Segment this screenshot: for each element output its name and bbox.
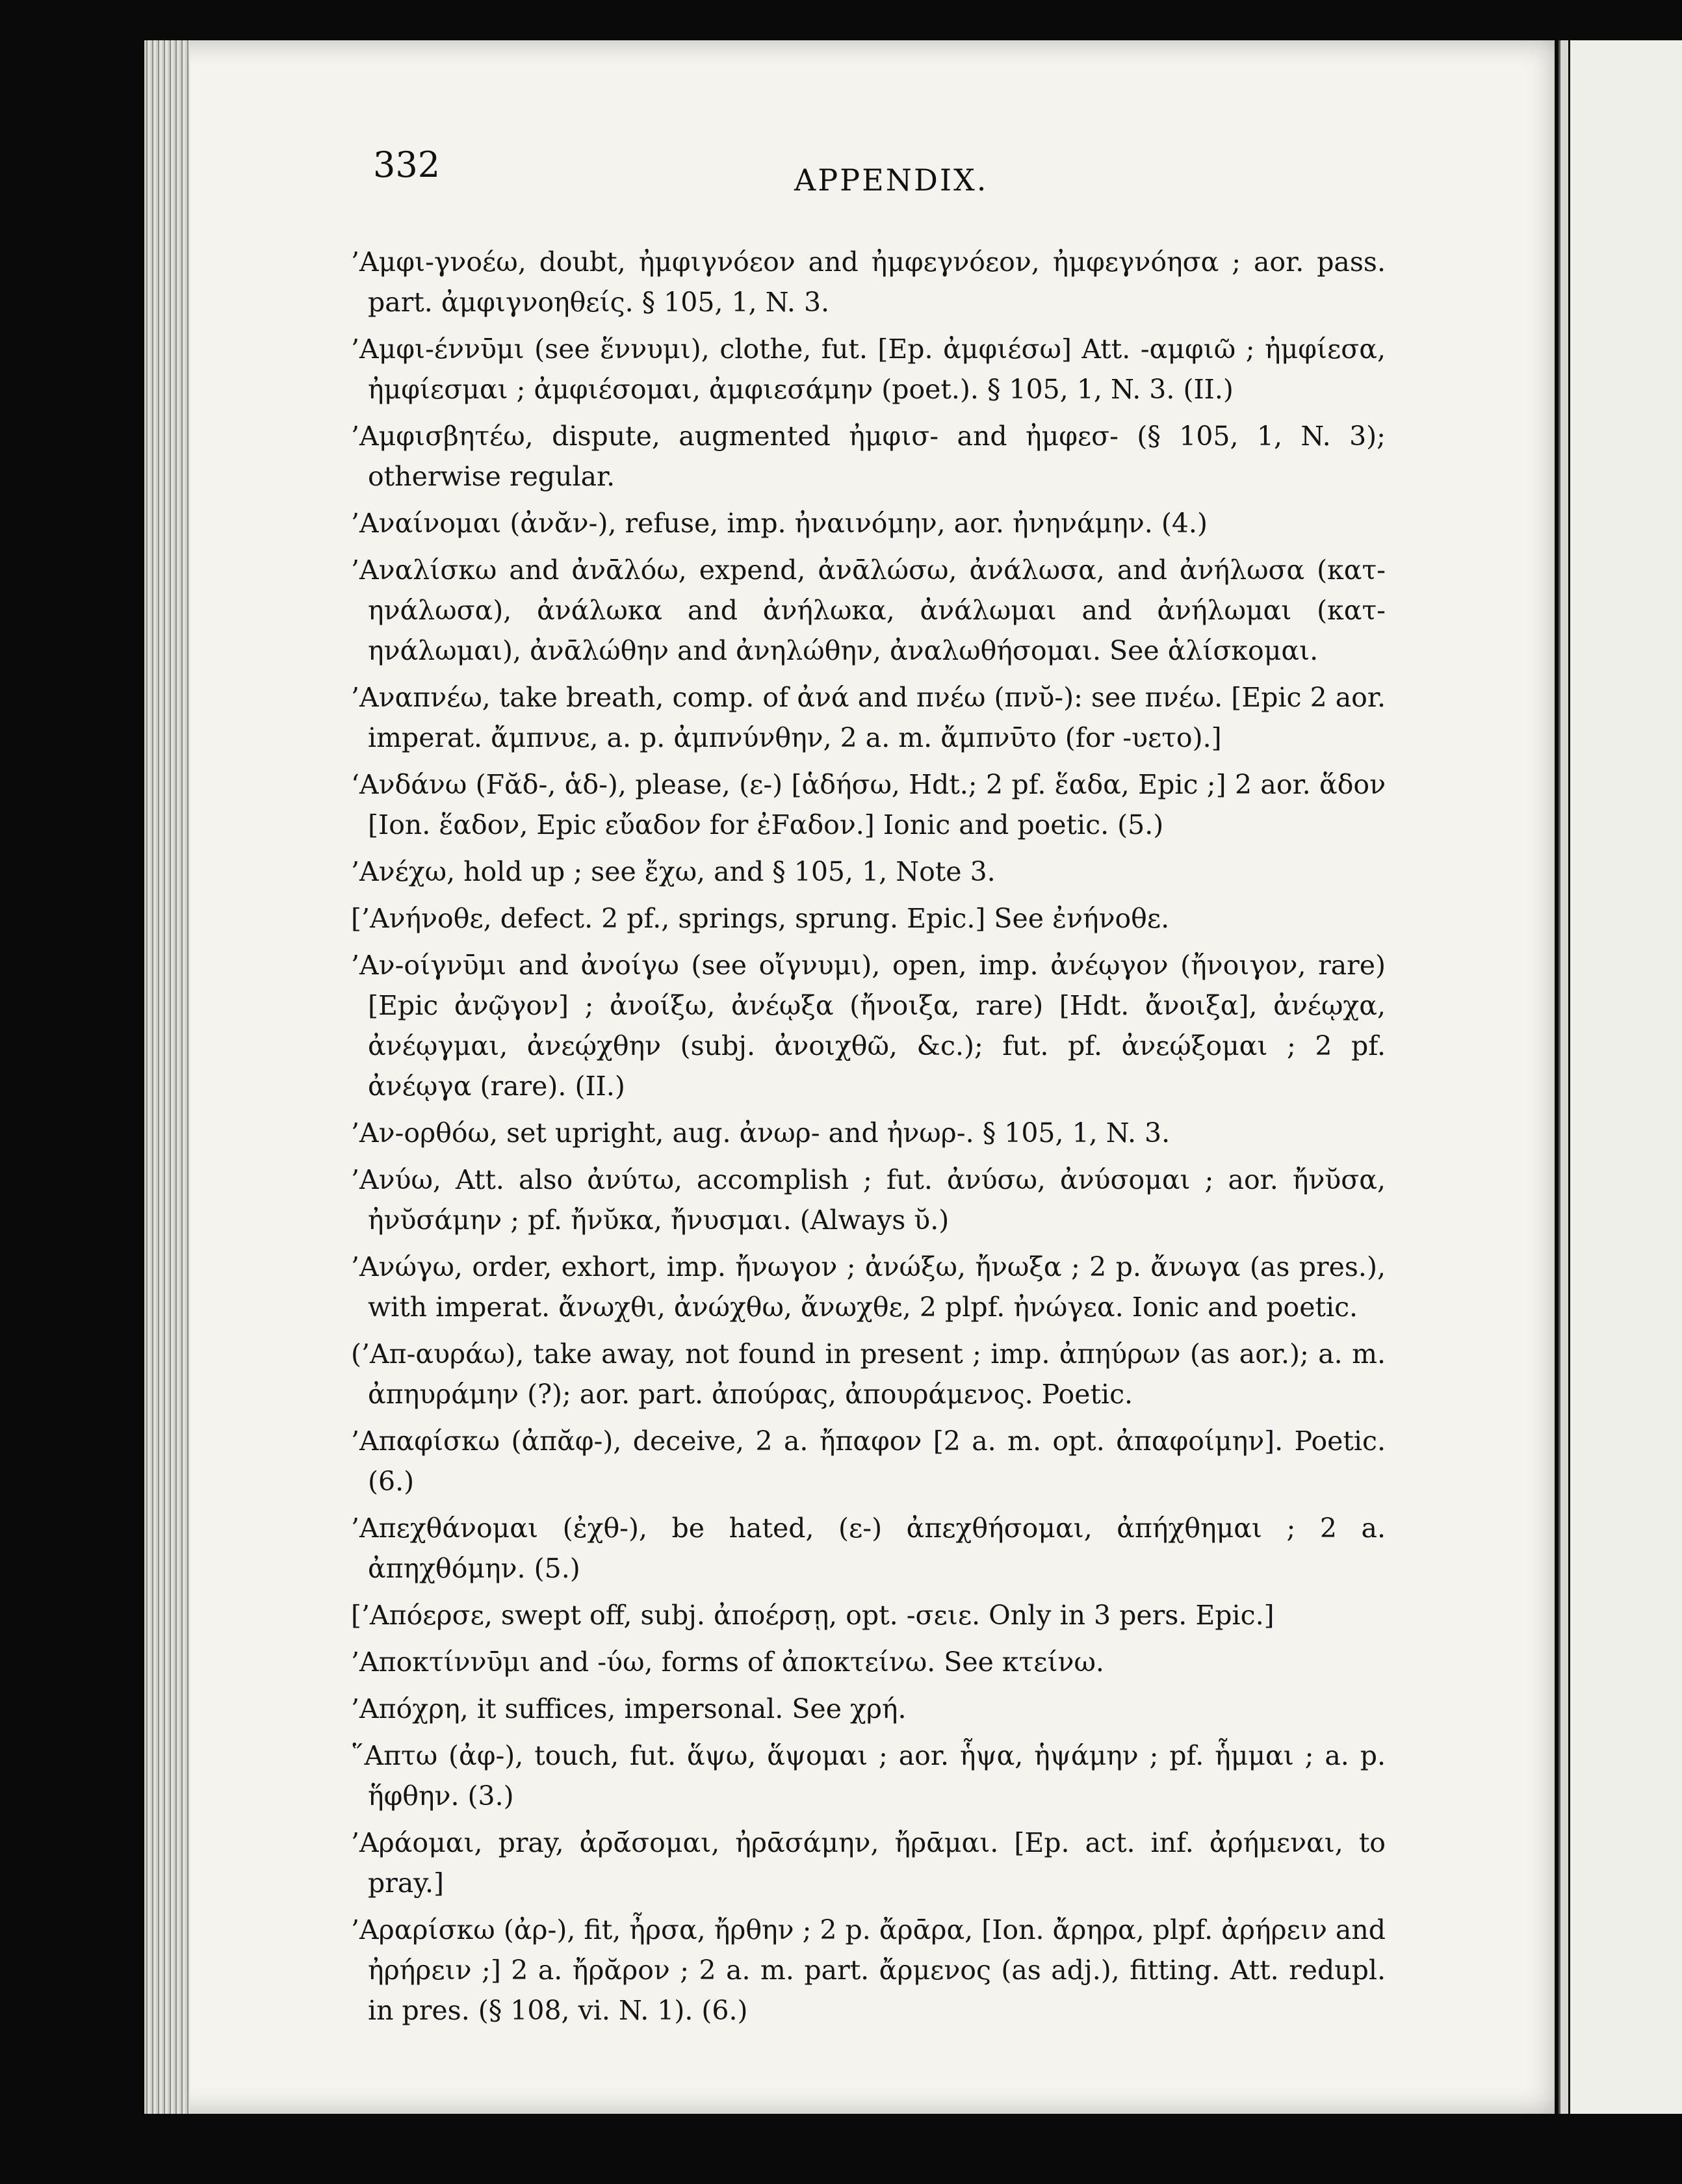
dictionary-entry: ’Αραρίσκω (ἀρ-), fit, ἦρσα, ἤρθην ; 2 p. ἄρᾱρα, [Ion. ἄρηρα, plpf. ἀρήρειν and ἠρήρειν ;] 2 a. ἤρᾰρον ; 2 a. m. part. ἄρμενος (as adj.), fitting. Att. redupl. in pres. (§ 108, vi. N. 1). (6.) [351,1914,1386,2026]
dictionary-entry: ’Αναπνέω, take breath, comp. of ἀνά and πνέω (πνῠ-): see πνέω. [Epic 2 aor. imperat. ἄμπνυε, a. p. ἀμπνύνθην, 2 a. m. ἄμπνῡτο (for -υετο).] [351,682,1386,753]
dictionary-entry: [’Ανήνοθε, defect. 2 pf., springs, sprung. Epic.] See ἐνήνοθε. [351,903,1170,934]
dictionary-entry: ’Αναίνομαι (ἀνᾰν-), refuse, imp. ἠναινόμην, aor. ἠνηνάμην. (4.) [351,508,1208,539]
dictionary-entry: ’Απόχρη, it suffices, impersonal. See χρή. [351,1693,907,1724]
dictionary-entry: ’Ανώγω, order, exhort, imp. ἤνωγον ; ἀνώξω, ἤνωξα ; 2 p. ἄνωγα (as pres.), with imperat. ἄνωχθι, ἀνώχθω, ἄνωχθε, 2 plpf. ἠνώγεα. Ionic and poetic. [351,1251,1386,1323]
dictionary-entry: ’Απεχθάνομαι (ἐχθ-), be hated, (ε-) ἀπεχθήσομαι, ἀπήχθημαι ; 2 a. ἀπηχθόμην. (5.) [351,1513,1386,1584]
dictionary-entry: ’Αν-οίγνῡμι and ἀνοίγω (see οἴγνυμι), open, imp. ἀνέῳγον (ἤνοιγον, rare) [Epic ἀνῷγον] ; ἀνοίξω, ἀνέῳξα (ἤνοιξα, rare) [Hdt. ἄνοιξα], ἀνέῳχα, ἀνέῳγμαι, ἀνεῴχθην (subj. ἀνοιχθῶ, &c.); fut. pf. ἀνεῴξομαι ; 2 pf. ἀνέῳγα (rare). (II.) [351,950,1386,1102]
dictionary-entry: ’Αμφι-έννῡμι (see ἕννυμι), clothe, fut. [Ep. ἀμφιέσω] Att. -αμφιῶ ; ἠμφίεσα, ἠμφίεσμαι ; ἀμφιέσομαι, ἀμφιεσάμην (poet.). § 105, 1, N. 3. (II.) [351,333,1386,405]
dictionary-entry: [’Απόερσε, swept off, subj. ἀποέρσῃ, opt. -σειε. Only in 3 pers. Epic.] [351,1600,1274,1631]
dictionary-entry: ’Αν-ορθόω, set upright, aug. ἀνωρ- and ἠνωρ-. § 105, 1, N. 3. [351,1117,1171,1149]
dictionary-entry: ’Ανέχω, hold up ; see ἔχω, and § 105, 1, Note 3. [351,856,996,887]
dictionary-entry: (’Απ-αυράω), take away, not found in present ; imp. ἀπηύρων (as aor.); a. m. ἀπηυράμην (?); aor. part. ἀπούρας, ἀπουράμενος. Poetic. [351,1338,1386,1410]
dictionary-entry: ’Ανύω, Att. also ἀνύτω, accomplish ; fut. ἀνύσω, ἀνύσομαι ; aor. ἤνῠσα, ἠνῠσάμην ; pf. ἤνῠκα, ἤνυσμαι. (Always ῠ.) [351,1164,1386,1236]
dictionary-entry: ’Αράομαι, pray, ἀρᾱ́σομαι, ἠρᾱσάμην, ἤρᾱμαι. [Ep. act. inf. ἀρήμεναι, to pray.] [351,1827,1386,1899]
scan-border [0,2114,1682,2184]
running-title: APPENDIX. [794,162,989,198]
dictionary-entry: ‘Ανδάνω (Fᾰδ-, ἁδ-), please, (ε-) [ἁδήσω, Hdt.; 2 pf. ἕαδα, Epic ;] 2 aor. ἅδον [Ion. ἕαδον, Epic εὔαδον for ἐFαδον.] Ionic and poetic. (5.) [351,769,1386,840]
dictionary-entry: ῞Απτω (ἀφ-), touch, fut. ἅψω, ἅψομαι ; aor. ἧψα, ἡψάμην ; pf. ἧμμαι ; a. p. ἥφθην. (3.) [351,1740,1386,1812]
dictionary-entry: ’Απαφίσκω (ἀπᾰφ-), deceive, 2 a. ἤπαφον [2 a. m. opt. ἀπαφοίμην]. Poetic. (6.) [351,1425,1386,1497]
dictionary-entry: ’Αμφισβητέω, dispute, augmented ἠμφισ- and ἠμφεσ- (§ 105, 1, N. 3); otherwise regular. [351,421,1386,492]
page-binding-edge [144,40,190,2114]
facing-page-strip [1570,40,1682,2114]
page-right-edge [1559,40,1568,2114]
dictionary-entry: ’Αναλίσκω and ἀνᾱλόω, expend, ἀνᾱλώσω, ἀνάλωσα, and ἀνήλωσα (κατ-ηνάλωσα), ἀνάλωκα and ἀνήλωκα, ἀνάλωμαι and ἀνήλωμαι (κατ-ηνάλωμαι), ἀνᾱλώθην and ἀνηλώθην, ἀναλωθήσομαι. See ἁλίσκομαι. [351,554,1386,666]
dictionary-entry: ’Αποκτίννῡμι and -ύω, forms of ἀποκτείνω. See κτείνω. [351,1646,1104,1678]
page-number: 332 [373,144,441,185]
dictionary-entries [351,242,1386,2037]
dictionary-entry: ’Αμφι-γνοέω, doubt, ἠμφιγνόεον and ἠμφεγνόεον, ἠμφεγνόησα ; aor. pass. part. ἀμφιγνοηθείς. § 105, 1, N. 3. [351,246,1386,318]
